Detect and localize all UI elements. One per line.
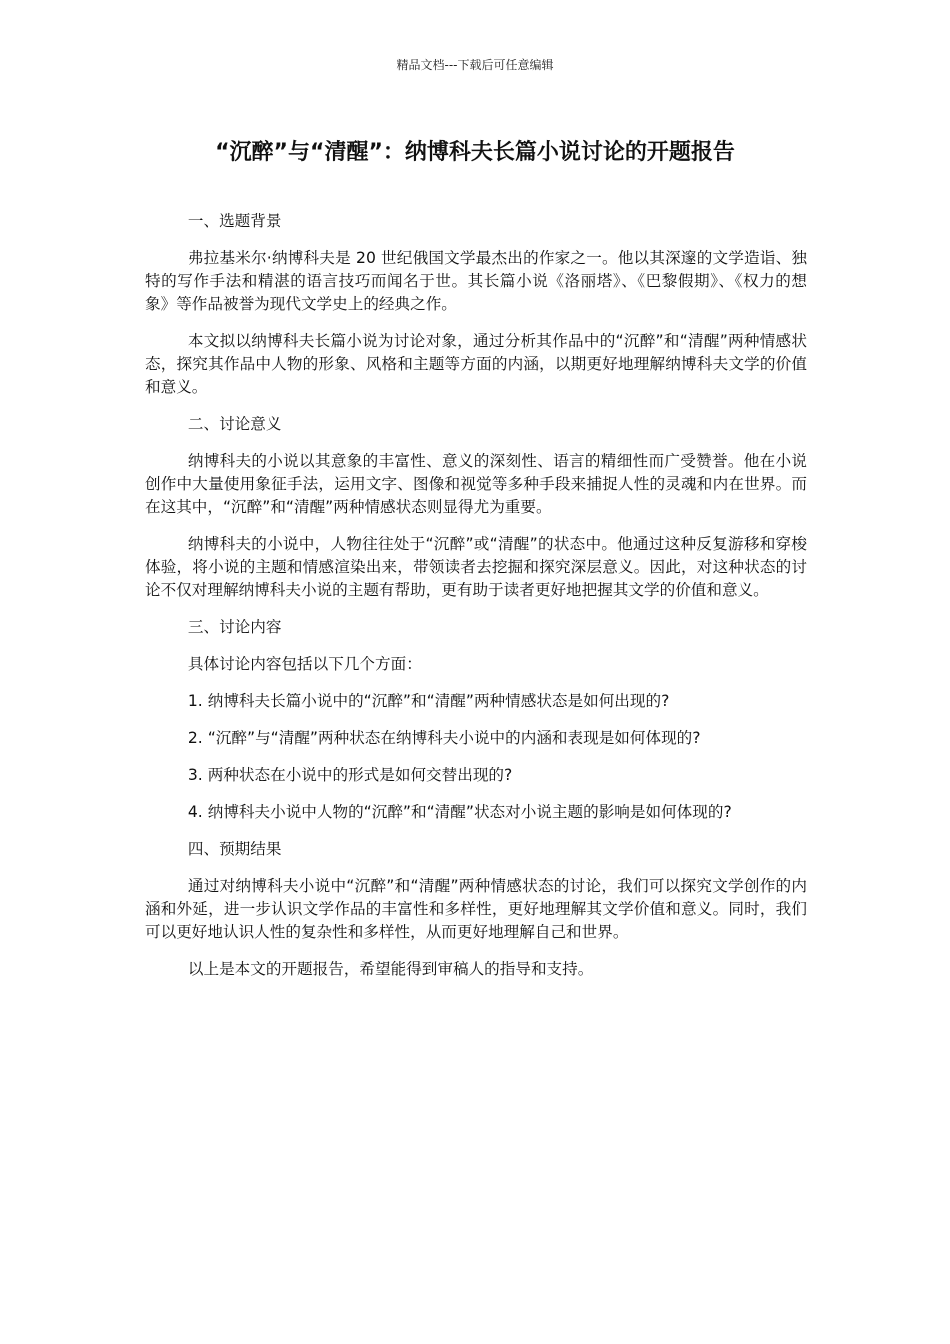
page-header: 精品文档---下载后可任意编辑 — [396, 58, 554, 72]
section-heading-content: 三、讨论内容 — [187, 618, 282, 636]
paragraph-significance-2: 纳博科夫的小说中，人物往往处于“沉醉”或“清醒”的状态中。他通过这种反复游移和穿梭体验，将小说的主题和情感渲染出来，带领读者去挖掘和探究深层意义。因此，对这种状态的讨论不仅对理解纳博科夫小说的主题有帮助，更有助于读者更好地把握其文学的价值和意义。 — [145, 535, 807, 599]
paragraph-content-intro: 具体讨论内容包括以下几个方面： — [187, 655, 422, 673]
paragraph-background-1: 弗拉基米尔·纳博科夫是 20 世纪俄国文学最杰出的作家之一。他以其深邃的文学造诣、独特的写作手法和精湛的语言技巧而闻名于世。其长篇小说《洛丽塔》、《巴黎假期》、《权力的想象》等作品被誉为现代文学史上的经典之作。 — [145, 249, 807, 313]
section-heading-expected-results: 四、预期结果 — [187, 840, 282, 858]
section-heading-background: 一、选题背景 — [187, 212, 282, 230]
list-item: 3. 两种状态在小说中的形式是如何交替出现的? — [187, 766, 513, 784]
document-title: “沉醉”与“清醒”：纳博科夫长篇小说讨论的开题报告 — [215, 140, 735, 165]
list-item: 2. “沉醉”与“清醒”两种状态在纳博科夫小说中的内涵和表现是如何体现的? — [187, 729, 701, 747]
section-heading-significance: 二、讨论意义 — [187, 415, 282, 433]
paragraph-significance-1: 纳博科夫的小说以其意象的丰富性、意义的深刻性、语言的精细性而广受赞誉。他在小说创作中大量使用象征手法，运用文字、图像和视觉等多种手段来捕捉人性的灵魂和内在世界。而在这其中，“沉醉”和“清醒”两种情感状态则显得尤为重要。 — [145, 452, 807, 516]
list-item: 1. 纳博科夫长篇小说中的“沉醉”和“清醒”两种情感状态是如何出现的? — [187, 692, 670, 710]
paragraph-expected-results: 通过对纳博科夫小说中“沉醉”和“清醒”两种情感状态的讨论，我们可以探究文学创作的内涵和外延，进一步认识文学作品的丰富性和多样性，更好地理解其文学价值和意义。同时，我们可以更好地认识人性的复杂性和多样性，从而更好地理解自己和世界。 — [145, 877, 807, 941]
list-item: 4. 纳博科夫小说中人物的“沉醉”和“清醒”状态对小说主题的影响是如何体现的? — [187, 803, 732, 821]
paragraph-closing: 以上是本文的开题报告，希望能得到审稿人的指导和支持。 — [187, 960, 594, 978]
paragraph-background-2: 本文拟以纳博科夫长篇小说为讨论对象，通过分析其作品中的“沉醉”和“清醒”两种情感状态，探究其作品中人物的形象、风格和主题等方面的内涵，以期更好地理解纳博科夫文学的价值和意义。 — [145, 332, 807, 396]
document-body — [145, 210, 807, 995]
